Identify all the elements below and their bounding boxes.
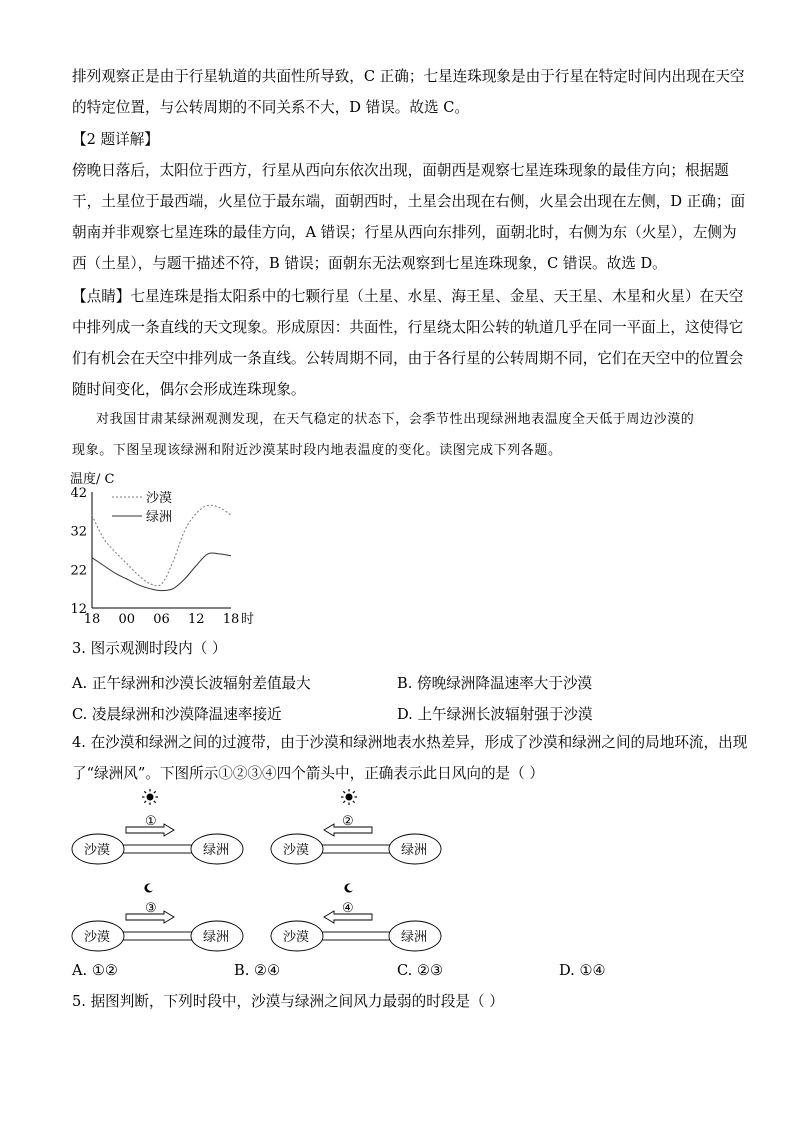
text-line: 【点睛】七星连珠是指太阳系中的七颗行星（土星、水星、海王星、金星、天王星、木星和火星）在天空 bbox=[72, 288, 744, 305]
q4-option-c[interactable]: C. ②③ bbox=[397, 962, 444, 979]
oasis-label: 绿洲 bbox=[203, 843, 230, 858]
arrow-number-4: ④ bbox=[342, 901, 354, 916]
arrow-number-2: ② bbox=[342, 814, 354, 829]
x-axis-label: 时 bbox=[241, 612, 255, 627]
desert-label: 沙漠 bbox=[283, 843, 310, 858]
question-4-stem: 了“绿洲风”。下图所示①②③④四个箭头中，正确表示此日风向的是（ ） bbox=[72, 765, 544, 782]
y-tick-label: 42 bbox=[70, 486, 87, 501]
legend-label-desert: 沙漠 bbox=[146, 491, 173, 506]
y-tick-label: 22 bbox=[70, 563, 87, 579]
text-line: 朝南并非观察七星连珠的最佳方向，A 错误；行星从西向东排列，面朝北时，右侧为东（火星），左侧为 bbox=[72, 224, 737, 241]
text-line: 们有机会在天空中排列成一条直线。公转周期不同，由于各行星的公转周期不同，它们在天空中的位置会 bbox=[72, 350, 744, 367]
question-3-stem: 3. 图示观测时段内（ ） bbox=[72, 640, 227, 657]
q3-option-d[interactable]: D. 上午绿洲长波辐射强于沙漠 bbox=[397, 706, 593, 723]
x-tick-label: 12 bbox=[187, 612, 205, 627]
oasis-label: 绿洲 bbox=[203, 930, 230, 945]
x-tick-label: 00 bbox=[118, 612, 136, 627]
sun-icon bbox=[341, 789, 357, 805]
q3-option-a[interactable]: A. 正午绿洲和沙漠长波辐射差值最大 bbox=[72, 675, 311, 692]
section-heading: 【2 题详解】 bbox=[72, 131, 159, 148]
y-axis-label: 温度/ C bbox=[70, 472, 115, 487]
desert-label: 沙漠 bbox=[283, 930, 310, 945]
legend-label-oasis: 绿洲 bbox=[146, 510, 173, 525]
text-line: 排列观察正是由于行星轨道的共面性所导致，C 正确；七星连珠现象是由于行星在特定时间内出现在天空 bbox=[72, 68, 745, 85]
q4-option-d[interactable]: D. ①④ bbox=[559, 962, 606, 979]
text-line: 干，土星位于最西端，火星位于最东端，面朝西时，土星会出现在右侧，火星会出现在左侧，D 正确；面 bbox=[72, 193, 746, 210]
moon-icon bbox=[144, 884, 153, 893]
series-line-oasis bbox=[92, 553, 231, 591]
temperature-chart bbox=[60, 464, 280, 632]
wind-diagram bbox=[60, 786, 460, 958]
arrow-number-3: ③ bbox=[145, 901, 157, 916]
sun-icon bbox=[142, 789, 158, 805]
q3-option-b[interactable]: B. 傍晚绿洲降温速率大于沙漠 bbox=[397, 675, 593, 692]
y-tick-label: 32 bbox=[70, 524, 87, 540]
q4-option-a[interactable]: A. ①② bbox=[72, 962, 118, 979]
text-line: 西（土星），与题干描述不符，B 错误；面朝东无法观察到七星连珠现象，C 错误。故选 D。 bbox=[72, 255, 667, 272]
question-4-stem: 4. 在沙漠和绿洲之间的过渡带，由于沙漠和绿洲地表水热差异，形成了沙漠和绿洲之间的局地环流，出现 bbox=[72, 734, 748, 751]
text-line: 傍晚日落后，太阳位于西方，行星从西向东依次出现，面朝西是观察七星连珠现象的最佳方向；根据题 bbox=[72, 162, 729, 179]
x-tick-label: 06 bbox=[153, 612, 170, 627]
q4-option-b[interactable]: B. ②④ bbox=[234, 962, 281, 979]
x-tick-label: 18 bbox=[83, 612, 101, 627]
oasis-label: 绿洲 bbox=[401, 843, 428, 858]
text-line: 中排列成一条直线的天文现象。形成原因：共面性，行星绕太阳公转的轨道几乎在同一平面上，这使得它 bbox=[72, 319, 744, 336]
intro-line: 现象。下图呈现该绿洲和附近沙漠某时段内地表温度的变化。读图完成下列各题。 bbox=[72, 443, 562, 458]
oasis-label: 绿洲 bbox=[401, 930, 428, 945]
y-tick-label: 12 bbox=[70, 602, 87, 617]
desert-label: 沙漠 bbox=[84, 930, 111, 945]
question-5-stem: 5. 据图判断，下列时段中，沙漠与绿洲之间风力最弱的时段是（ ） bbox=[72, 993, 504, 1010]
q3-option-c[interactable]: C. 凌晨绿洲和沙漠降温速率接近 bbox=[72, 706, 282, 723]
desert-label: 沙漠 bbox=[84, 843, 111, 858]
text-line: 随时间变化，偶尔会形成连珠现象。 bbox=[72, 381, 306, 398]
text-line: 的特定位置，与公转周期的不同关系不大，D 错误。故选 C。 bbox=[72, 99, 469, 116]
arrow-number-1: ① bbox=[145, 814, 157, 829]
intro-line: 对我国甘肃某绿洲观测发现，在天气稳定的状态下，会季节性出现绿洲地表温度全天低于周边沙漠的 bbox=[96, 412, 695, 427]
moon-icon bbox=[344, 884, 353, 893]
x-tick-label: 18 bbox=[222, 612, 240, 627]
